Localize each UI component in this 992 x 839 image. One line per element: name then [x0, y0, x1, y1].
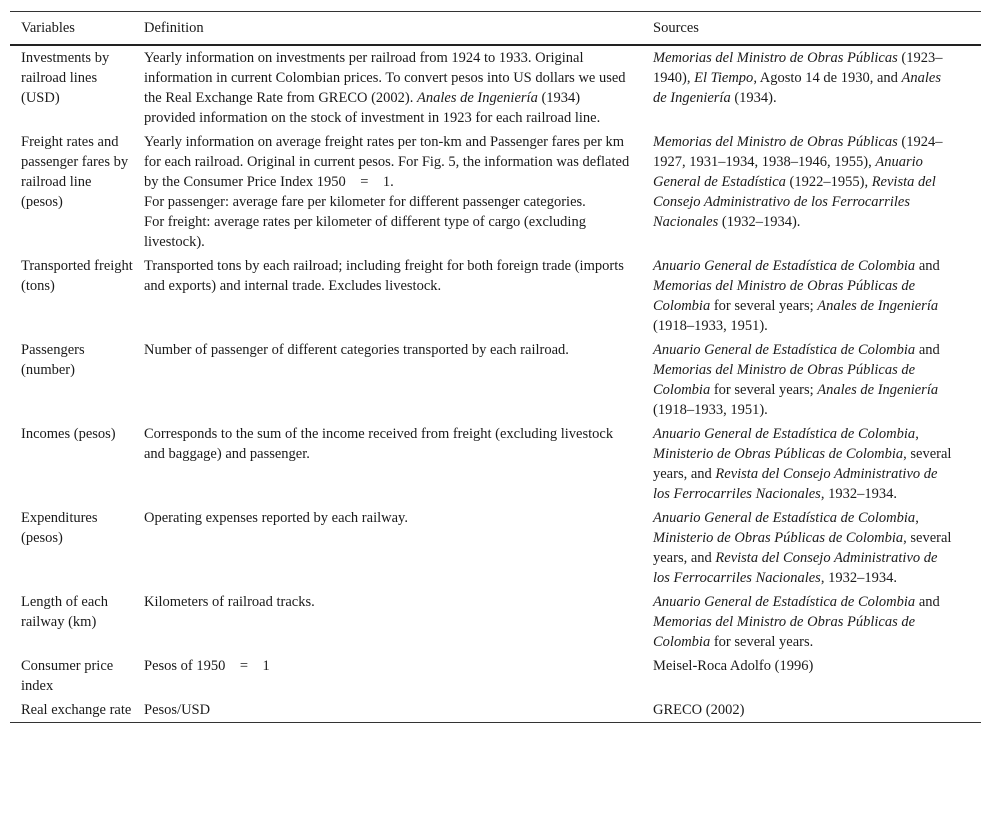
column-header-sources: Sources	[653, 20, 699, 36]
text-run: For freight: average rates per kilometer of different type of cargo (excluding livestock).	[144, 214, 586, 250]
column-header-variables: Variables	[21, 20, 75, 36]
variable-cell: Expenditures (pesos)	[21, 510, 98, 546]
definition-cell	[133, 254, 642, 338]
table-row	[10, 654, 981, 698]
italic-citation: Anuario General de Estadística	[653, 154, 923, 190]
table-row	[10, 590, 981, 654]
italic-citation: Anales de Ingeniería	[653, 70, 941, 106]
sources-cell	[642, 254, 981, 338]
definition-cell	[133, 130, 642, 254]
definition-paragraph	[144, 48, 630, 128]
text-run: and	[915, 594, 940, 610]
italic-citation: Anales de Ingeniería	[417, 90, 538, 106]
table-row	[10, 130, 981, 254]
variable-cell: Real exchange rate	[21, 702, 132, 718]
text-run: (1922–1955),	[785, 174, 872, 190]
italic-citation: Memorias del Ministro de Obras Públicas de Colombia	[653, 614, 916, 650]
definition-cell	[133, 698, 642, 723]
text-run: ,	[915, 426, 919, 442]
text-run: , several years, and	[653, 530, 952, 566]
text-run: GRECO (2002)	[653, 702, 745, 718]
text-run: (1932–1934).	[718, 214, 801, 230]
definition-paragraph	[144, 132, 630, 192]
definition-paragraph	[144, 508, 630, 528]
text-run: Yearly information on investments per railroad from 1924 to 1933. Original information in current Colombian prices. To convert pesos into US dollars we used the Real Exchange Rate from GRECO (2002).	[144, 50, 626, 106]
text-run: and	[915, 258, 940, 274]
variable-cell: Transported freight (tons)	[21, 258, 133, 294]
italic-citation: Ministerio de Obras Públicas de Colombia	[653, 530, 904, 546]
italic-citation: Anuario General de Estadística de Colombia	[653, 426, 916, 442]
text-run: (1934).	[730, 90, 777, 106]
italic-citation: Memorias del Ministro de Obras Públicas	[653, 134, 898, 150]
sources-cell	[642, 45, 981, 130]
definition-paragraph	[144, 212, 630, 252]
italic-citation: Anuario General de Estadística de Colombia	[653, 258, 916, 274]
definition-paragraph	[144, 424, 630, 464]
definition-paragraph	[144, 256, 630, 296]
definition-cell	[133, 506, 642, 590]
italic-citation: Ministerio de Obras Públicas de Colombia	[653, 446, 904, 462]
italic-citation: Memorias del Ministro de Obras Públicas	[653, 50, 898, 66]
table-header-row	[10, 12, 981, 46]
sources-cell	[642, 590, 981, 654]
text-run: , 1932–1934.	[820, 570, 897, 586]
variable-cell: Incomes (pesos)	[21, 426, 116, 442]
sources-cell	[642, 506, 981, 590]
table-row	[10, 698, 981, 723]
italic-citation: Revista del Consejo Administrativo de los Ferrocarriles Nacionales	[653, 466, 938, 502]
text-run: (1924–1927, 1931–1934, 1938–1946, 1955),	[653, 134, 943, 170]
text-run: ,	[915, 510, 919, 526]
definition-cell	[133, 422, 642, 506]
italic-citation: Revista del Consejo Administrativo de los Ferrocarriles Nacionales	[653, 550, 938, 586]
table-row	[10, 506, 981, 590]
definition-cell	[133, 338, 642, 422]
text-run: for several years;	[710, 298, 818, 314]
definition-cell	[133, 45, 642, 130]
sources-cell	[642, 698, 981, 723]
variable-cell: Passengers (number)	[21, 342, 85, 378]
italic-citation: Anuario General de Estadística de Colombia	[653, 342, 916, 358]
text-run: Number of passenger of different categories transported by each railroad.	[144, 342, 569, 358]
text-run: For passenger: average fare per kilometer for different passenger categories.	[144, 194, 586, 210]
text-run: Corresponds to the sum of the income received from freight (excluding livestock and baggage) and passenger.	[144, 426, 614, 462]
definition-cell	[133, 590, 642, 654]
text-run: Kilometers of railroad tracks.	[144, 594, 315, 610]
text-run: , Agosto 14 de 1930, and	[753, 70, 902, 86]
text-run: (1923–1940),	[653, 50, 943, 86]
italic-citation: Memorias del Ministro de Obras Públicas de Colombia	[653, 278, 916, 314]
italic-citation: Anales de Ingeniería	[817, 382, 939, 398]
text-run: Transported tons by each railroad; including freight for both foreign trade (imports and exports) and internal trade. Excludes livestock.	[144, 258, 624, 294]
definition-paragraph	[144, 592, 630, 612]
text-run: (1918–1933, 1951).	[653, 402, 768, 418]
variables-table	[10, 11, 981, 723]
text-run: Pesos/USD	[144, 702, 211, 718]
text-run: Yearly information on average freight rates per ton-km and Passenger fares per km for each railroad. Original in current pesos. For Fig. 5, the information was deflated by the Consumer Price Index 1950 = 1.	[144, 134, 630, 190]
text-run: (1934) provided information on the stock of investment in 1923 for each railroad line.	[144, 90, 601, 126]
sources-cell	[642, 422, 981, 506]
sources-cell	[642, 130, 981, 254]
table-row	[10, 338, 981, 422]
italic-citation: Anuario General de Estadística de Colombia	[653, 510, 916, 526]
definition-cell	[133, 654, 642, 698]
definition-paragraph	[144, 340, 630, 360]
variable-cell: Investments by railroad lines (USD)	[21, 50, 110, 106]
text-run: and	[915, 342, 940, 358]
text-run: , 1932–1934.	[820, 486, 897, 502]
definition-paragraph	[144, 700, 630, 720]
italic-citation: Anuario General de Estadística de Colombia	[653, 594, 916, 610]
sources-cell	[642, 654, 981, 698]
italic-citation: Anales de Ingeniería	[817, 298, 939, 314]
italic-citation: Memorias del Ministro de Obras Públicas de Colombia	[653, 362, 916, 398]
sources-cell	[642, 338, 981, 422]
italic-citation: El Tiempo	[694, 70, 754, 86]
text-run: for several years;	[710, 382, 818, 398]
table-row	[10, 422, 981, 506]
variable-cell: Consumer price index	[21, 658, 114, 694]
table-body	[10, 45, 981, 723]
table-row	[10, 254, 981, 338]
variable-cell: Freight rates and passenger fares by railroad line (pesos)	[21, 134, 129, 210]
definition-paragraph	[144, 656, 630, 676]
table-row	[10, 45, 981, 130]
text-run: Operating expenses reported by each railway.	[144, 510, 408, 526]
text-run: for several years.	[710, 634, 814, 650]
text-run: , several years, and	[653, 446, 952, 482]
variable-cell: Length of each railway (km)	[21, 594, 108, 630]
italic-citation: Revista del Consejo Administrativo de los Ferrocarriles Nacionales	[653, 174, 936, 230]
text-run: (1918–1933, 1951).	[653, 318, 768, 334]
text-run: Meisel-Roca Adolfo (1996)	[653, 658, 814, 674]
text-run: Pesos of 1950 = 1	[144, 658, 270, 674]
definition-paragraph	[144, 192, 630, 212]
column-header-definition: Definition	[144, 20, 204, 36]
